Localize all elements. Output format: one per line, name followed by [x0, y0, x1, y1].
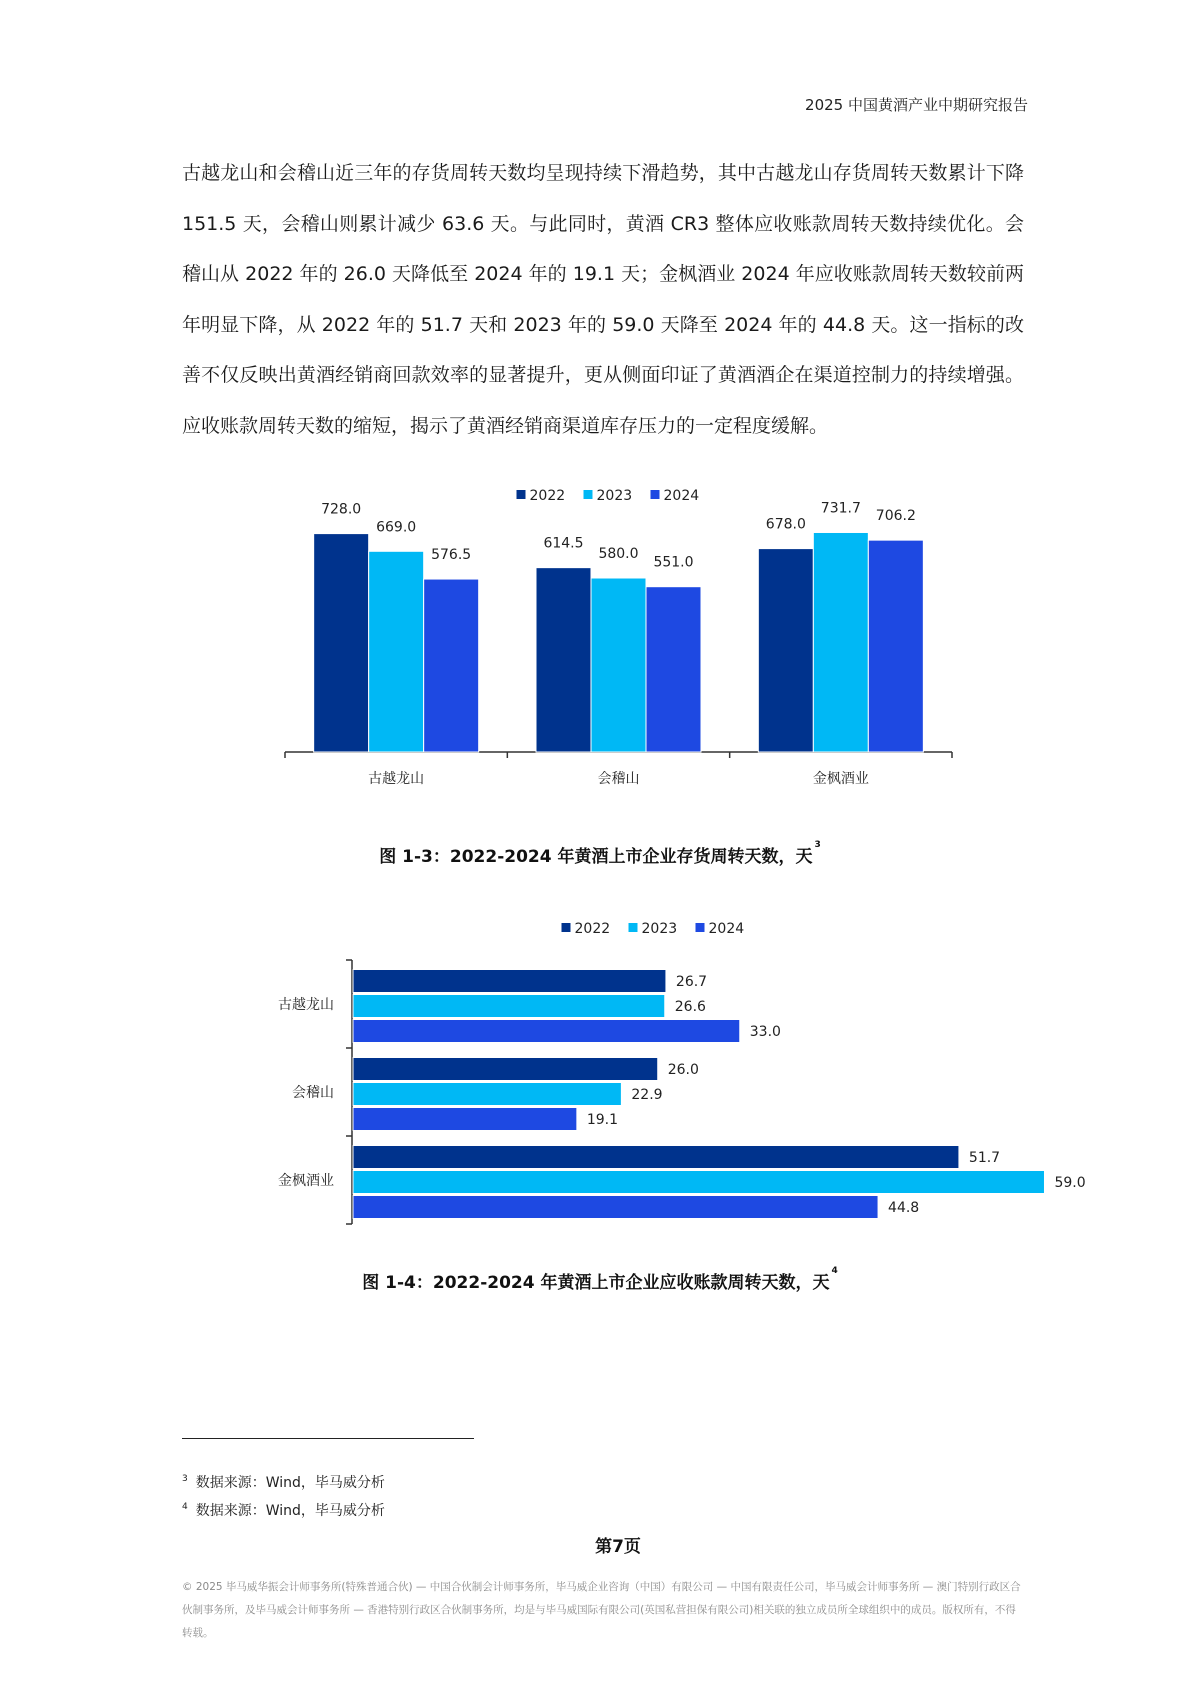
data-label-金枫酒业-2023: 59.0	[1054, 1175, 1086, 1191]
y-tick-label-金枫酒业: 金枫酒业	[278, 1173, 334, 1189]
footnote-4-number: 4	[182, 1502, 188, 1513]
legend-swatch-2024	[696, 923, 705, 932]
bar-古越龙山-2024	[424, 579, 479, 752]
data-label-古越龙山-2024: 576.5	[431, 547, 472, 564]
footnote-3-number: 3	[182, 1474, 188, 1485]
data-label-金枫酒业-2024: 706.2	[875, 508, 916, 525]
bar-金枫酒业-2023	[353, 1171, 1044, 1194]
bar-金枫酒业-2022	[353, 1146, 959, 1169]
page-number: 第7页	[595, 1537, 641, 1557]
data-label-古越龙山-2022: 26.7	[675, 974, 708, 990]
bar-金枫酒业-2024	[868, 540, 923, 752]
data-label-会稽山-2024: 19.1	[586, 1112, 619, 1128]
report-header-title: 2025 中国黄酒产业中期研究报告	[805, 96, 1028, 114]
bar-古越龙山-2024	[353, 1020, 740, 1043]
data-label-金枫酒业-2022: 678.0	[765, 516, 806, 533]
bar-会稽山-2024	[646, 587, 701, 752]
bar-会稽山-2022	[536, 568, 591, 752]
y-tick-label-古越龙山: 古越龙山	[278, 997, 334, 1013]
legend-label-2024: 2024	[663, 488, 700, 504]
data-label-古越龙山-2024: 33.0	[749, 1024, 781, 1040]
figure-1-4-caption-text: 图 1-4：2022-2024 年黄酒上市企业应收账款周转天数，天	[362, 1273, 830, 1293]
inventory-turnover-bar-chart	[0, 480, 1200, 800]
bar-金枫酒业-2024	[353, 1196, 878, 1219]
legend-label-2024: 2024	[708, 921, 745, 937]
bar-会稽山-2024	[353, 1108, 577, 1131]
figure-1-4-caption	[0, 1268, 1200, 1293]
footnote-4-text: 数据来源：Wind，毕马威分析	[195, 1503, 385, 1519]
copyright-footer: © 2025 毕马威华振会计师事务所(特殊普通合伙) — 中国合伙制会计师事务所，毕马威企业咨询（中国）有限公司 — 中国有限责任公司，毕马威会计师事务所 — 澳门特别行政区合伙制事务所，及毕马威会计师事务所 — 香港特别行政区合伙制事务所，均是与毕马威国际有限公司(英国私营担保有限公司)相关联的独立成员所全球组织中的成员。版权所有，不得转载。	[182, 1581, 1021, 1639]
receivables-turnover-bar-chart	[0, 910, 1200, 1230]
bar-古越龙山-2023	[353, 995, 665, 1018]
footnote-4	[182, 1500, 385, 1520]
bar-金枫酒业-2023	[813, 532, 868, 752]
x-tick-label-金枫酒业: 金枫酒业	[812, 771, 869, 787]
data-label-古越龙山-2023: 26.6	[674, 999, 706, 1015]
legend-label-2023: 2023	[596, 488, 633, 504]
figure-1-3-footnote-ref: 3	[814, 840, 821, 850]
data-label-金枫酒业-2024: 44.8	[888, 1200, 920, 1216]
footnote-divider	[182, 1438, 474, 1439]
legend-label-2022: 2022	[574, 921, 611, 937]
legend-swatch-2023	[629, 923, 638, 932]
figure-1-4-footnote-ref: 4	[831, 1266, 838, 1276]
data-label-金枫酒业-2022: 51.7	[968, 1150, 1001, 1166]
bar-会稽山-2023	[591, 578, 646, 752]
bar-会稽山-2022	[353, 1058, 658, 1081]
legend-swatch-2022	[517, 490, 526, 499]
legend-label-2023: 2023	[641, 921, 678, 937]
footnote-3-text: 数据来源：Wind，毕马威分析	[195, 1475, 385, 1491]
data-label-会稽山-2022: 26.0	[667, 1062, 699, 1078]
body-paragraph: 古越龙山和会稽山近三年的存货周转天数均呈现持续下滑趋势，其中古越龙山存货周转天数累计下降 151.5 天，会稽山则累计减少 63.6 天。与此同时，黄酒 CR3 整体应收账款周转天数持续优化。会稽山从 2022 年的 26.0 天降低至 2024 年的 19.1 天；金枫酒业 2024 年应收账款周转天数较前两年明显下降，从 2022 年的 51.7 天和 2023 年的 59.0 天降至 2024 年的 44.8 天。这一指标的改善不仅反映出黄酒经销商回款效率的显著提升，更从侧面印证了黄酒酒企在渠道控制力的持续增强。应收账款周转天数的缩短，揭示了黄酒经销商渠道库存压力的一定程度缓解。	[182, 162, 1024, 437]
legend-swatch-2024	[651, 490, 660, 499]
legend-label-2022: 2022	[529, 488, 566, 504]
figure-1-3-caption	[0, 842, 1200, 867]
legend-swatch-2022	[562, 923, 571, 932]
data-label-会稽山-2024: 551.0	[653, 554, 694, 571]
y-tick-label-会稽山: 会稽山	[292, 1085, 334, 1101]
bar-会稽山-2023	[353, 1083, 621, 1106]
data-label-金枫酒业-2023: 731.7	[820, 500, 861, 517]
data-label-会稽山-2022: 614.5	[543, 535, 584, 552]
bar-金枫酒业-2022	[758, 549, 813, 752]
bar-古越龙山-2022	[314, 534, 369, 752]
legend-swatch-2023	[584, 490, 593, 499]
bar-古越龙山-2023	[369, 551, 424, 752]
x-tick-label-会稽山: 会稽山	[597, 771, 640, 787]
data-label-会稽山-2023: 580.0	[598, 546, 639, 562]
bar-古越龙山-2022	[353, 970, 666, 993]
data-label-古越龙山-2023: 669.0	[376, 519, 417, 536]
data-label-会稽山-2023: 22.9	[631, 1087, 663, 1103]
data-label-古越龙山-2022: 728.0	[321, 501, 362, 518]
footnote-3	[182, 1472, 385, 1492]
x-tick-label-古越龙山: 古越龙山	[368, 771, 425, 787]
figure-1-3-caption-text: 图 1-3：2022-2024 年黄酒上市企业存货周转天数，天	[379, 847, 813, 867]
